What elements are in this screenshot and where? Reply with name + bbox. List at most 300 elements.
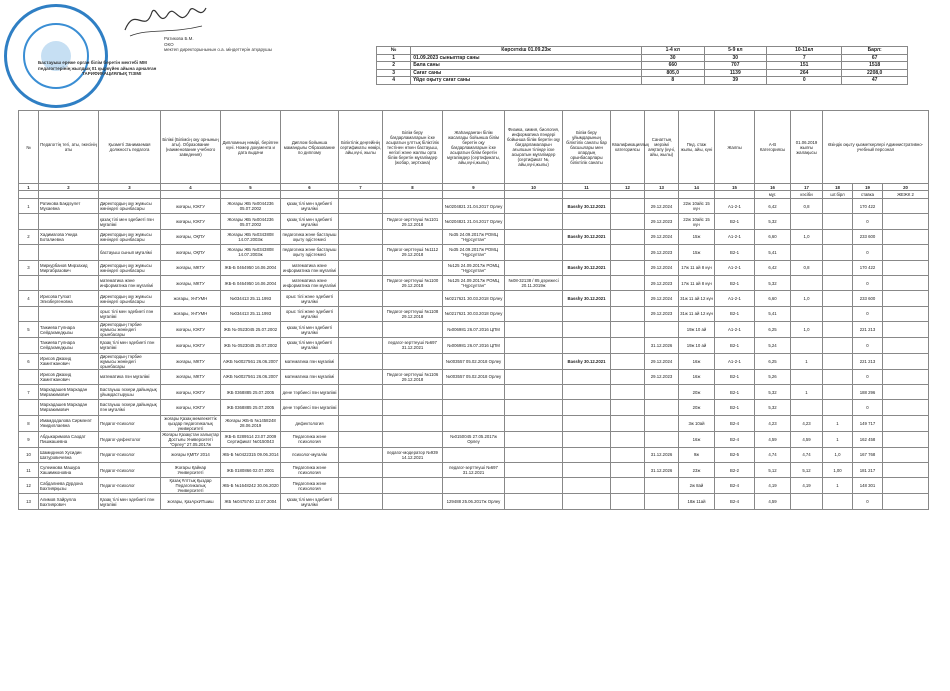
column-header: Диплом бойынша мамандығы Образование по диплому xyxy=(281,111,339,184)
summary-cell: Сағат саны xyxy=(411,69,642,77)
table-cell: №034413 25.11.1993 xyxy=(221,291,281,306)
table-cell: Жоғары ЖБ №0044236 05.07.2002 xyxy=(221,214,281,229)
table-cell: Педагог-психолог xyxy=(99,447,161,462)
table-cell xyxy=(645,494,679,509)
table-cell xyxy=(505,400,563,415)
column-number: 8 xyxy=(383,184,443,191)
column-number: 16 xyxy=(755,184,791,191)
table-cell: ЖБ-Б 0464950 16.06.2004 xyxy=(221,275,281,290)
table-cell: 149 717 xyxy=(853,415,883,431)
summary-cell: Бала саны xyxy=(411,62,642,70)
table-cell: №003557 05.02.2018 Орлеу xyxy=(443,369,505,384)
table-cell: Директордың оқу жұмысы жөніндегі орынбасары xyxy=(99,291,161,306)
table-cell xyxy=(443,400,505,415)
table-cell: 4,74 xyxy=(791,447,823,462)
summary-cell: 707 xyxy=(704,62,767,70)
table-row xyxy=(19,478,929,494)
table-cell xyxy=(611,478,645,494)
table-cell: ЖБ № 0523045 25.07.2002 xyxy=(221,338,281,353)
table-cell: Педагог-психолог xyxy=(99,478,161,494)
table-cell xyxy=(563,306,611,321)
table-cell: 6,60 xyxy=(755,291,791,306)
table-cell: қазақ тілі мен әдебиеті пән мұғалімі xyxy=(99,214,161,229)
table-cell: математика пән мұғалімі xyxy=(99,369,161,384)
table-cell: жоғары, ҚазАрхИТшиш xyxy=(161,494,221,509)
table-cell: ЖБ 0180866 02.07.2001 xyxy=(221,463,281,478)
table-cell: 2 xyxy=(19,229,39,244)
table-cell: 1 xyxy=(823,478,853,494)
table-cell: Директордың оқу жұмысы жөніндегі орынбасары xyxy=(99,260,161,275)
summary-row xyxy=(377,54,908,62)
table-cell: Директордың тәрбие жұмысы жөніндегі орынбасары xyxy=(99,353,161,369)
table-cell xyxy=(645,415,679,431)
table-cell: В2-4 xyxy=(715,431,755,447)
table-cell: А1-2-1 xyxy=(715,291,755,306)
table-cell xyxy=(505,447,563,462)
table-cell: жоғары, ОҚПУ xyxy=(161,229,221,244)
table-cell: 4 xyxy=(19,291,39,306)
table-cell xyxy=(611,306,645,321)
table-cell xyxy=(611,447,645,462)
table-cell: 5,24 xyxy=(755,338,791,353)
sub-header-cell: кәсіби xyxy=(791,191,823,199)
table-cell: №35 24.09.2017ж РОМЦ "Нұрсұлтан" xyxy=(443,245,505,260)
table-cell xyxy=(339,291,383,306)
table-cell: жоғары, ЮКГУ xyxy=(161,400,221,415)
table-cell xyxy=(505,260,563,275)
table-cell: ЖБ-Б №0422315 09.06.2014 xyxy=(221,447,281,462)
table-cell xyxy=(883,275,929,290)
table-cell: Педагогика және психология xyxy=(281,478,339,494)
table-cell xyxy=(505,245,563,260)
table-row xyxy=(19,322,929,338)
table-cell xyxy=(339,447,383,462)
table-cell xyxy=(339,415,383,431)
document-title: ТАРИФИКАЦИЯЛЫҚ ТІЗІМІ xyxy=(82,71,142,76)
column-number: 13 xyxy=(645,184,679,191)
table-cell xyxy=(505,322,563,338)
table-cell xyxy=(823,494,853,509)
table-cell: Ирисов Джахид Хамитжанович xyxy=(39,353,99,369)
sub-header-empty xyxy=(383,191,443,199)
summary-cell: 1 xyxy=(377,54,411,62)
column-number: 20 xyxy=(883,184,929,191)
table-cell: Педагогика және психология xyxy=(281,463,339,478)
table-cell xyxy=(505,415,563,431)
table-cell: 22ж 10айс 15 күн xyxy=(679,214,715,229)
table-cell xyxy=(339,214,383,229)
table-cell: ЖБ-Б 0289514 23.07.2009 Сертификат №0150043 xyxy=(221,431,281,447)
table-cell: 16ж xyxy=(679,369,715,384)
column-number: 17 xyxy=(791,184,823,191)
summary-cell: 1139 xyxy=(704,69,767,77)
table-cell: 29.12.2024 xyxy=(645,353,679,369)
sub-header-empty xyxy=(161,191,221,199)
table-cell: 0,8 xyxy=(791,199,823,214)
table-cell xyxy=(645,400,679,415)
sub-header-cell: ставка xyxy=(853,191,883,199)
table-cell: 0,8 xyxy=(791,260,823,275)
table-cell xyxy=(823,245,853,260)
column-number: 18 xyxy=(823,184,853,191)
table-cell xyxy=(339,463,383,478)
table-cell: А1-2-1 xyxy=(715,229,755,244)
table-cell xyxy=(823,400,853,415)
table-cell: Педагогика және психология xyxy=(281,431,339,447)
column-number: 6 xyxy=(281,184,339,191)
table-cell: 4,23 xyxy=(755,415,791,431)
table-cell: дефектология xyxy=(281,415,339,431)
table-cell xyxy=(791,275,823,290)
table-cell: 31ж 11 ай 12 күн xyxy=(679,306,715,321)
table-cell: Алимов Хайрулла Бахтиярович xyxy=(39,494,99,509)
table-cell: бастауыш сынып мұғалімі xyxy=(99,245,161,260)
column-header: Білім беру бағдарламаларын іске асыратын ұлттық біліктілік тестінен өткен бастауыш, негізгі және жалпы орта білім беретін мұғалімдер (жобар, зертхана) xyxy=(383,111,443,184)
table-cell xyxy=(383,291,443,306)
table-cell: 7 xyxy=(19,384,39,399)
table-cell xyxy=(339,400,383,415)
summary-header-cell: Көрсеткіш 01.09.23ж xyxy=(411,47,642,55)
table-cell: 1,0 xyxy=(823,447,853,462)
table-cell: №125 24.09.2017ж РОМЦ "Нұрсұлтан" xyxy=(443,275,505,290)
table-cell xyxy=(383,478,443,494)
table-cell: 0 xyxy=(853,369,883,384)
table-cell: Директордың тәрбие жұмысы жөніндегі орынбасары xyxy=(99,322,161,338)
table-cell xyxy=(563,463,611,478)
table-cell: Педагог-зерттеуші №1108 29.12.2018 xyxy=(383,306,443,321)
table-cell: Жоғары ЖБ-Б №1458248 28.06.2019 xyxy=(221,415,281,431)
table-cell xyxy=(823,306,853,321)
table-cell: 23ж xyxy=(679,463,715,478)
table-cell xyxy=(443,447,505,462)
table-cell: №006981 26.07.2016 ЦПМ xyxy=(443,338,505,353)
table-cell xyxy=(505,353,563,369)
table-cell: 0 xyxy=(853,275,883,290)
table-cell: 17ж 11 ай 8 күн xyxy=(679,260,715,275)
table-cell xyxy=(505,199,563,214)
table-cell xyxy=(645,431,679,447)
summary-cell: 151 xyxy=(767,62,842,70)
table-cell: 6,42 xyxy=(755,199,791,214)
column-number: 15 xyxy=(715,184,755,191)
column-header: Қызметі Занимаемая должность педагога xyxy=(99,111,161,184)
table-cell xyxy=(883,447,929,462)
table-cell: 8 xyxy=(19,415,39,431)
table-cell xyxy=(883,384,929,399)
table-row xyxy=(19,291,929,306)
table-cell xyxy=(339,306,383,321)
table-cell: 1 xyxy=(19,199,39,214)
director-org: ОКО xyxy=(164,41,174,47)
table-cell: Директордың оқу жұмысы жөніндегі орынбасары xyxy=(99,199,161,214)
table-cell: 221 213 xyxy=(853,353,883,369)
table-cell: 18ж 11ай xyxy=(679,494,715,509)
sub-header-empty xyxy=(221,191,281,199)
table-cell: №006981 26.07.2016 ЦПМ xyxy=(443,322,505,338)
table-cell: 15ж xyxy=(679,245,715,260)
table-cell: математика және информатика пән мұғалімі xyxy=(281,260,339,275)
table-cell: педагог-зерттеуші №697 31.12.2021 xyxy=(383,338,443,353)
table-cell: 16ж xyxy=(679,353,715,369)
table-cell: 167 768 xyxy=(853,447,883,462)
summary-cell: 1518 xyxy=(842,62,908,70)
table-cell xyxy=(823,322,853,338)
sub-header-empty xyxy=(563,191,611,199)
table-cell xyxy=(645,322,679,338)
table-cell: 0 xyxy=(853,400,883,415)
header-row xyxy=(19,111,929,184)
table-cell: 5,32 xyxy=(755,214,791,229)
table-cell: Педагог-зерттеуші №1100 29.12.2018 xyxy=(383,275,443,290)
table-cell xyxy=(883,229,929,244)
table-cell xyxy=(611,322,645,338)
sub-header-row xyxy=(19,191,929,199)
table-cell: Қазақ Ұлттық Қыздар Педагогикалық Университеті xyxy=(161,478,221,494)
table-cell: Мархадашев Мархадан Мирзакимович xyxy=(39,400,99,415)
tariff-table xyxy=(18,110,929,510)
table-cell xyxy=(383,322,443,338)
director-role: мектеп директорынынын о.а. міндеттерін атқарушы xyxy=(164,47,273,52)
table-cell: жоғары Қазақ мемлекеттік қыздар педагогикалық университеті xyxy=(161,415,221,431)
sub-header-empty xyxy=(99,191,161,199)
table-cell: жоғары, МКТУ xyxy=(161,260,221,275)
table-cell xyxy=(563,338,611,353)
column-header: Санаттың мерзімі аяқталу (күні, айы, жылы) xyxy=(645,111,679,184)
table-cell xyxy=(791,306,823,321)
column-header: Физика, химия, биология, информатика пәндері бойынша білім беретін оқу бағдарламаларын ағылшын тілінде іске асыратын мұғалімдер (сертификат №, айы,күні,жылы) xyxy=(505,111,563,184)
table-cell: 5,32 xyxy=(755,384,791,399)
table-cell xyxy=(823,369,853,384)
table-cell xyxy=(383,199,443,214)
summary-cell: 4 xyxy=(377,77,411,85)
column-header: Өзіндік оқыту қызметкерлері Административно-учебный персонал xyxy=(823,111,929,184)
table-cell: 29.12.2024 xyxy=(645,260,679,275)
table-cell xyxy=(563,245,611,260)
sub-header-empty xyxy=(339,191,383,199)
summary-cell: 3 xyxy=(377,69,411,77)
table-cell: 5 xyxy=(19,322,39,338)
table-cell: Директордың оқу жұмысы жөніндегі орынбасары xyxy=(99,229,161,244)
table-cell xyxy=(611,463,645,478)
table-cell: 162 458 xyxy=(853,431,883,447)
column-header: А-В Категориясы xyxy=(755,111,791,184)
table-cell xyxy=(505,291,563,306)
table-cell xyxy=(19,400,39,415)
table-cell: Бастауыш әскери дайындық ұйымдастырушы xyxy=(99,384,161,399)
table-row xyxy=(19,338,929,353)
table-cell: ЖБ 0368885 25.07.2005 xyxy=(221,400,281,415)
table-cell: №0204821 21.04.2017 Орлеу xyxy=(443,199,505,214)
table-cell xyxy=(791,214,823,229)
table-cell: 31.12.2026 xyxy=(645,463,679,478)
table-cell: Сабдалиева Дурдона Бахтиярқызы xyxy=(39,478,99,494)
table-cell xyxy=(823,338,853,353)
table-cell xyxy=(883,291,929,306)
table-cell: 0 xyxy=(853,338,883,353)
table-cell xyxy=(563,322,611,338)
table-cell xyxy=(383,229,443,244)
table-cell: 1,00 xyxy=(823,463,853,478)
table-cell: 233 600 xyxy=(853,229,883,244)
table-cell: жоғары, МКТУ xyxy=(161,369,221,384)
table-cell: №0217621 30.03.2018 Орлеу xyxy=(443,291,505,306)
table-cell: қазақ тілі мен әдебиеті мұғалімі xyxy=(281,214,339,229)
table-cell: 16ж xyxy=(679,431,715,447)
sub-header-empty xyxy=(19,191,39,199)
table-cell: 6,25 xyxy=(755,322,791,338)
table-cell xyxy=(611,353,645,369)
table-cell xyxy=(505,306,563,321)
column-number: 3 xyxy=(99,184,161,191)
table-cell xyxy=(611,245,645,260)
table-cell: математика пән мұғалімі xyxy=(281,369,339,384)
summary-row xyxy=(377,62,908,70)
table-cell xyxy=(339,275,383,290)
table-cell: Ирисова Гулзат Эпизбергеновна xyxy=(39,291,99,306)
table-cell: Ратикова Бакдәулет Мұхаевна xyxy=(39,199,99,214)
column-number: 14 xyxy=(679,184,715,191)
table-cell: №034413 25.11.1993 xyxy=(221,306,281,321)
table-cell xyxy=(883,463,929,478)
table-cell: Жоғары ЖБ №0343808 14.07.2003ж xyxy=(221,245,281,260)
table-cell xyxy=(383,384,443,399)
table-cell: 129488 25.06.2017ж Орлеу xyxy=(443,494,505,509)
table-cell: 181 217 xyxy=(853,463,883,478)
table-cell: математика және информатика пән мұғалімі xyxy=(281,275,339,290)
table-cell: Бастауыш әскери дайындық пән мұғалімі xyxy=(99,400,161,415)
table-cell: педагог-модератор №939 14.12.2021 xyxy=(383,447,443,462)
period-line: педагогтерінің жылдық 01 қыркүйек айына арналған xyxy=(38,65,157,71)
table-cell: Қазақ тілі мен әдебиеті пән мұғалімі xyxy=(99,494,161,509)
table-row xyxy=(19,400,929,415)
sub-header-empty xyxy=(715,191,755,199)
table-cell xyxy=(339,478,383,494)
table-cell xyxy=(611,275,645,290)
table-cell: №35 24.09.2017ж РОМЦ "Нұрсұлтан" xyxy=(443,229,505,244)
table-cell xyxy=(339,369,383,384)
table-cell xyxy=(823,260,853,275)
table-cell xyxy=(19,306,39,321)
table-cell xyxy=(883,245,929,260)
table-cell xyxy=(563,415,611,431)
column-header: Біліктілік деңгейінің сертификаты нөмірі, айы,күні, жылы xyxy=(339,111,383,184)
table-cell xyxy=(339,353,383,369)
table-cell xyxy=(823,353,853,369)
table-cell: психолог-мұғалім xyxy=(281,447,339,462)
table-cell xyxy=(19,214,39,229)
table-cell: Жоғары Қайнар Университеті xyxy=(161,463,221,478)
table-cell xyxy=(563,400,611,415)
column-number: 19 xyxy=(853,184,883,191)
summary-cell: 67 xyxy=(842,54,908,62)
table-cell xyxy=(611,214,645,229)
column-number: 5 xyxy=(221,184,281,191)
table-cell xyxy=(883,306,929,321)
table-cell xyxy=(39,214,99,229)
summary-header-row xyxy=(377,47,908,55)
table-cell: жоғары, МКТУ xyxy=(161,275,221,290)
table-cell: орыс тілі мен әдебиеті пән мұғалімі xyxy=(99,306,161,321)
table-cell: 29.12.2024 xyxy=(645,199,679,214)
table-cell: 29.12.2024 xyxy=(645,291,679,306)
table-cell: 1,0 xyxy=(791,322,823,338)
table-cell: В2-5 xyxy=(715,447,755,462)
table-cell: математика пән мұғалімі xyxy=(281,353,339,369)
table-cell xyxy=(563,214,611,229)
table-cell xyxy=(563,447,611,462)
table-cell: 5,12 xyxy=(791,463,823,478)
table-cell: Basshy 30.12.2021 xyxy=(563,260,611,275)
table-cell xyxy=(883,494,929,509)
table-cell xyxy=(563,431,611,447)
table-cell xyxy=(39,245,99,260)
table-cell xyxy=(563,478,611,494)
table-cell: жоғары, УнГУМН xyxy=(161,291,221,306)
table-cell: В2-2 xyxy=(715,463,755,478)
table-cell xyxy=(823,275,853,290)
table-row xyxy=(19,463,929,478)
table-cell xyxy=(611,431,645,447)
table-cell: 31.12.2026 xyxy=(645,338,679,353)
summary-cell: 660 xyxy=(641,62,704,70)
summary-cell: 30 xyxy=(704,54,767,62)
column-header: Білім беру ұйымдарының біліктілік санаты бар басшылары мен олардың орынбасарлары біліктілік санаты xyxy=(563,111,611,184)
table-cell: Педагог-дефектолог xyxy=(99,431,161,447)
column-header: Жалпы xyxy=(715,111,755,184)
table-cell xyxy=(883,214,929,229)
table-cell: Шамидинов Хусидин Шатуровичевна xyxy=(39,447,99,462)
table-cell xyxy=(611,494,645,509)
column-header: Педагогтің тегі, аты, әкесінің аты xyxy=(39,111,99,184)
director-name: Ратикова Б.М. xyxy=(164,36,194,41)
table-cell: 6,60 xyxy=(755,229,791,244)
table-cell: 1,0 xyxy=(791,229,823,244)
table-cell xyxy=(339,384,383,399)
table-cell xyxy=(383,260,443,275)
summary-cell: 2208,0 xyxy=(842,69,908,77)
table-cell xyxy=(823,214,853,229)
table-cell: 4,19 xyxy=(755,478,791,494)
table-cell xyxy=(383,353,443,369)
table-cell xyxy=(563,369,611,384)
table-cell: А1-2-1 xyxy=(715,353,755,369)
table-cell: 1 xyxy=(823,431,853,447)
table-row xyxy=(19,275,929,290)
table-row xyxy=(19,447,929,462)
summary-cell: 0 xyxy=(767,77,842,85)
table-cell: орыс тілі және әдебиеті мұғалімі xyxy=(281,291,339,306)
table-cell: Basshy 30.12.2021 xyxy=(563,353,611,369)
sub-header-empty xyxy=(443,191,505,199)
table-cell: Қазақ тілі мен әдебиеті пән мұғалімі xyxy=(99,338,161,353)
summary-cell: 2 xyxy=(377,62,411,70)
summary-cell: 39 xyxy=(704,77,767,85)
table-cell xyxy=(505,478,563,494)
table-cell: 233 600 xyxy=(853,291,883,306)
column-header: Квалификациялық категориясы xyxy=(611,111,645,184)
sub-header-cell: ЖЕЖК 2 xyxy=(883,191,929,199)
table-cell: Мархадашев Мархадан Мирзакимович xyxy=(39,384,99,399)
table-cell xyxy=(443,415,505,431)
table-cell: В2-4 xyxy=(715,478,755,494)
table-cell: 0 xyxy=(853,494,883,509)
sub-header-empty xyxy=(505,191,563,199)
table-cell: 170 422 xyxy=(853,199,883,214)
table-cell: А1-2-1 xyxy=(715,322,755,338)
table-cell: Сулеимова Машура Хашимжоновна xyxy=(39,463,99,478)
table-cell: 20ж xyxy=(679,400,715,415)
table-row xyxy=(19,369,929,384)
